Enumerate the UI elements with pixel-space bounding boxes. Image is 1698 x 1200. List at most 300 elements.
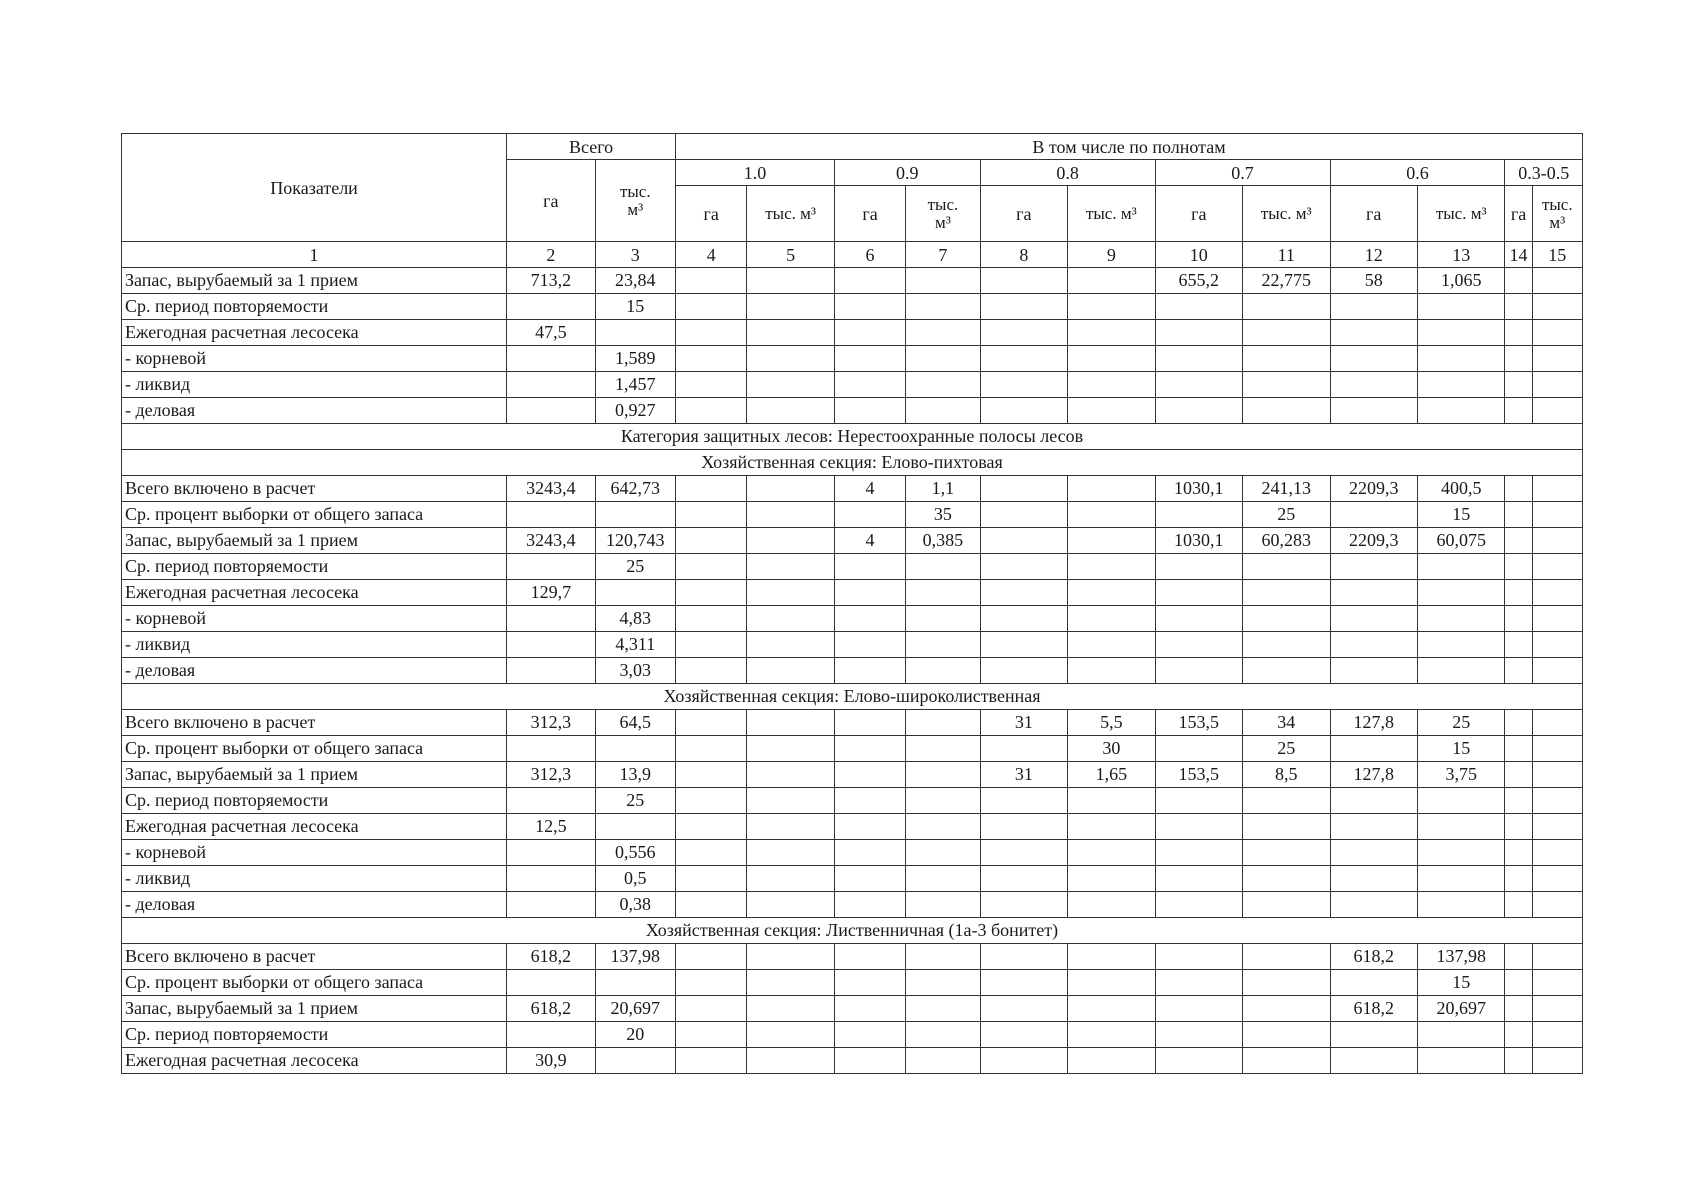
table-cell [1155,502,1242,528]
table-row [122,554,1583,580]
table-cell: 23,84 [595,268,675,294]
table-cell [676,476,747,502]
table-row [122,892,1583,918]
table-cell [507,346,595,372]
table-cell [1532,892,1582,918]
table-cell [834,814,905,840]
row-label: Ср. процент выборки от общего запаса [122,502,507,528]
column-number: 8 [980,242,1067,268]
table-cell [1155,632,1242,658]
table-row [122,996,1583,1022]
table-cell: 60,075 [1417,528,1504,554]
table-cell [676,398,747,424]
table-cell [1330,658,1417,684]
table-cell [1155,294,1242,320]
column-number: 13 [1417,242,1504,268]
table-cell [1505,892,1532,918]
table-cell [1243,814,1330,840]
table-cell [507,502,595,528]
table-cell [980,658,1067,684]
table-cell [747,1048,834,1074]
table-cell [906,372,980,398]
table-cell [1505,632,1532,658]
table-cell [747,320,834,346]
table-cell [1532,554,1582,580]
table-cell [1505,970,1532,996]
row-label: Ср. период повторяемости [122,1022,507,1048]
table-cell [747,1022,834,1048]
table-cell [1505,294,1532,320]
table-cell [676,944,747,970]
table-cell [1243,892,1330,918]
table-cell [507,788,595,814]
table-cell [1243,346,1330,372]
table-cell [1417,892,1504,918]
table-row [122,372,1583,398]
table-cell: 12,5 [507,814,595,840]
table-row [122,866,1583,892]
table-cell [1068,294,1155,320]
table-cell [1330,398,1417,424]
table-cell [980,372,1067,398]
table-cell [1417,658,1504,684]
table-cell: 20,697 [1417,996,1504,1022]
table-cell [747,294,834,320]
table-cell [676,736,747,762]
header-tys-m3: тыс. м³ [1532,186,1582,242]
table-cell [1155,970,1242,996]
table-cell [1505,710,1532,736]
table-header [122,134,1583,268]
table-cell [747,944,834,970]
table-cell: 618,2 [1330,996,1417,1022]
section-row [122,450,1583,476]
table-cell [1532,320,1582,346]
table-cell [980,892,1067,918]
table-cell [906,580,980,606]
table-cell [906,788,980,814]
table-cell [1068,632,1155,658]
table-cell [980,1022,1067,1048]
table-cell [1532,762,1582,788]
table-cell: 20,697 [595,996,675,1022]
table-cell [1505,346,1532,372]
table-row [122,580,1583,606]
table-cell [1068,996,1155,1022]
column-number-row [122,242,1583,268]
table-cell: 22,775 [1243,268,1330,294]
row-label: - корневой [122,346,507,372]
table-cell [1155,606,1242,632]
table-cell [906,1048,980,1074]
table-cell [834,632,905,658]
table-cell [906,840,980,866]
table-cell [980,606,1067,632]
table-cell [1417,554,1504,580]
table-cell: 30 [1068,736,1155,762]
column-number: 1 [122,242,507,268]
table-cell [747,996,834,1022]
column-number: 15 [1532,242,1582,268]
column-number: 3 [595,242,675,268]
table-cell [834,710,905,736]
table-cell [1243,294,1330,320]
table-row [122,736,1583,762]
table-cell [747,398,834,424]
table-cell [747,372,834,398]
table-cell [834,606,905,632]
table-cell [1243,398,1330,424]
row-label: Запас, вырубаемый за 1 прием [122,528,507,554]
table-cell [1505,866,1532,892]
row-label: - корневой [122,606,507,632]
table-cell [1068,372,1155,398]
table-cell [1155,658,1242,684]
table-cell: 8,5 [1243,762,1330,788]
row-label: Ежегодная расчетная лесосека [122,814,507,840]
table-cell [1243,866,1330,892]
table-cell [1330,970,1417,996]
table-row [122,320,1583,346]
table-cell [906,632,980,658]
table-cell [906,736,980,762]
table-cell [906,554,980,580]
table-cell [1243,840,1330,866]
table-cell [1417,840,1504,866]
header-ga: га [1330,186,1417,242]
table-cell: 4 [834,476,905,502]
table-cell: 2209,3 [1330,528,1417,554]
table-cell [906,658,980,684]
table-cell [834,840,905,866]
table-cell [1417,320,1504,346]
table-cell [1417,294,1504,320]
table-cell [507,1022,595,1048]
table-cell [676,502,747,528]
table-cell: 312,3 [507,762,595,788]
table-cell [1417,346,1504,372]
table-cell [1532,268,1582,294]
header-group-0-8: 0.8 [980,160,1155,186]
row-label: Ср. период повторяемости [122,554,507,580]
table-row [122,944,1583,970]
table-cell [1068,502,1155,528]
table-cell [980,970,1067,996]
table-cell [1505,554,1532,580]
table-cell [980,1048,1067,1074]
table-cell [1068,346,1155,372]
table-cell [906,814,980,840]
table-cell [676,528,747,554]
table-cell [1068,268,1155,294]
section-title: Категория защитных лесов: Нерестоохранные полосы лесов [122,424,1583,450]
table-cell: 1,1 [906,476,980,502]
table-cell [906,892,980,918]
table-cell [1505,320,1532,346]
table-cell: 64,5 [595,710,675,736]
table-cell: 3,75 [1417,762,1504,788]
table-cell [980,788,1067,814]
table-cell [1532,866,1582,892]
table-cell [676,554,747,580]
table-cell [747,736,834,762]
table-cell: 241,13 [1243,476,1330,502]
table-cell: 4 [834,528,905,554]
table-cell [1330,372,1417,398]
table-cell [834,970,905,996]
table-cell [1532,840,1582,866]
table-cell [747,762,834,788]
table-cell [676,996,747,1022]
table-cell: 642,73 [595,476,675,502]
table-cell [747,814,834,840]
table-cell: 34 [1243,710,1330,736]
table-cell: 25 [1417,710,1504,736]
column-number: 14 [1505,242,1532,268]
table-cell [676,762,747,788]
table-cell: 1,457 [595,372,675,398]
table-cell: 0,556 [595,840,675,866]
column-number: 9 [1068,242,1155,268]
section-row [122,684,1583,710]
table-cell [1068,1022,1155,1048]
table-cell [1532,814,1582,840]
table-cell [906,762,980,788]
table-cell [1417,1022,1504,1048]
table-cell [595,580,675,606]
table-cell [834,398,905,424]
column-number: 6 [834,242,905,268]
table-cell [906,294,980,320]
table-cell [1330,580,1417,606]
table-cell [676,1022,747,1048]
table-cell: 3243,4 [507,476,595,502]
table-cell [1330,866,1417,892]
row-label: - ликвид [122,632,507,658]
table-row [122,710,1583,736]
header-pokazateli: Показатели [122,134,507,242]
table-cell [1330,1022,1417,1048]
table-cell [1068,814,1155,840]
table-cell [1330,606,1417,632]
table-cell: 127,8 [1330,762,1417,788]
table-cell [1505,736,1532,762]
table-cell [1068,476,1155,502]
table-cell [676,372,747,398]
row-label: Ср. процент выборки от общего запаса [122,970,507,996]
column-number: 12 [1330,242,1417,268]
table-cell [1417,814,1504,840]
table-cell [1417,632,1504,658]
table-cell [747,346,834,372]
table-cell [1243,970,1330,996]
table-cell [1505,1022,1532,1048]
table-cell [980,866,1067,892]
header-ga: га [1155,186,1242,242]
table-cell [906,710,980,736]
header-group-0-7: 0.7 [1155,160,1330,186]
table-cell [1417,788,1504,814]
row-label: - ликвид [122,372,507,398]
table-cell [980,268,1067,294]
table-cell [1068,398,1155,424]
table-cell: 0,38 [595,892,675,918]
row-label: - деловая [122,658,507,684]
table-cell: 3,03 [595,658,675,684]
header-ga: га [507,160,595,242]
table-cell [1330,736,1417,762]
table-cell [980,944,1067,970]
table-cell [1330,294,1417,320]
table-cell: 713,2 [507,268,595,294]
table-cell [1417,866,1504,892]
table-cell [834,1022,905,1048]
table-cell [1532,944,1582,970]
table-cell [1330,788,1417,814]
table-cell [747,710,834,736]
table-cell: 25 [1243,736,1330,762]
table-cell [507,294,595,320]
table-cell [906,320,980,346]
table-cell [676,970,747,996]
table-row [122,398,1583,424]
table-cell: 137,98 [595,944,675,970]
table-cell [507,398,595,424]
table-cell [1532,476,1582,502]
header-ga: га [834,186,905,242]
table-cell [1155,736,1242,762]
table-cell [1532,658,1582,684]
header-group-0-9: 0.9 [834,160,980,186]
table-cell [1068,970,1155,996]
section-title: Хозяйственная секция: Лиственничная (1а-3 бонитет) [122,918,1583,944]
row-label: Ежегодная расчетная лесосека [122,1048,507,1074]
table-cell: 3243,4 [507,528,595,554]
table-cell: 13,9 [595,762,675,788]
table-cell [834,996,905,1022]
table-cell [1155,1022,1242,1048]
table-cell [834,944,905,970]
table-cell [1243,944,1330,970]
table-cell [747,632,834,658]
table-cell [1155,1048,1242,1074]
table-cell [906,346,980,372]
table-cell [1505,814,1532,840]
table-cell [676,866,747,892]
table-cell [747,580,834,606]
table-cell [1532,580,1582,606]
table-cell [747,892,834,918]
row-label: Запас, вырубаемый за 1 прием [122,268,507,294]
table-cell: 20 [595,1022,675,1048]
table-body [122,268,1583,1074]
table-row [122,840,1583,866]
table-cell: 1,65 [1068,762,1155,788]
table-cell [1155,944,1242,970]
table-cell [1417,398,1504,424]
table-cell [747,606,834,632]
table-cell: 137,98 [1417,944,1504,970]
table-cell [1505,762,1532,788]
table-cell [676,840,747,866]
table-cell [906,866,980,892]
table-cell [747,268,834,294]
table-cell [1532,372,1582,398]
table-row [122,658,1583,684]
table-row [122,502,1583,528]
table-cell [676,346,747,372]
table-cell [676,632,747,658]
table-cell: 2209,3 [1330,476,1417,502]
table-cell [834,788,905,814]
table-cell [834,268,905,294]
table-cell [747,788,834,814]
table-cell [1330,632,1417,658]
table-cell: 30,9 [507,1048,595,1074]
table-cell [906,1022,980,1048]
table-cell [1243,632,1330,658]
table-row [122,476,1583,502]
section-title: Хозяйственная секция: Елово-широколиственная [122,684,1583,710]
table-cell [980,294,1067,320]
table-cell [1068,944,1155,970]
table-cell [1417,1048,1504,1074]
table-cell [1243,606,1330,632]
table-cell [906,970,980,996]
table-cell: 60,283 [1243,528,1330,554]
table-cell [1243,580,1330,606]
table-cell [595,1048,675,1074]
table-cell [676,320,747,346]
table-cell [834,294,905,320]
table-cell [1068,892,1155,918]
table-cell [906,268,980,294]
table-cell: 618,2 [507,996,595,1022]
table-cell: 15 [1417,970,1504,996]
row-label: Всего включено в расчет [122,944,507,970]
table-cell [1155,398,1242,424]
table-cell [1330,1048,1417,1074]
table-cell [1532,502,1582,528]
table-cell: 1,065 [1417,268,1504,294]
table-cell [1505,944,1532,970]
table-cell [507,736,595,762]
table-cell [595,320,675,346]
table-cell [1330,840,1417,866]
table-cell: 400,5 [1417,476,1504,502]
table-cell: 15 [1417,502,1504,528]
table-cell [1505,372,1532,398]
table-cell: 0,385 [906,528,980,554]
header-group-0-3-0-5: 0.3-0.5 [1505,160,1583,186]
table-cell [1532,710,1582,736]
table-cell [1505,840,1532,866]
table-cell [1532,970,1582,996]
section-title: Хозяйственная секция: Елово-пихтовая [122,450,1583,476]
row-label: Запас, вырубаемый за 1 прием [122,996,507,1022]
table-cell [676,606,747,632]
table-cell [1243,658,1330,684]
table-cell [1243,554,1330,580]
table-cell [980,476,1067,502]
table-cell [676,268,747,294]
header-group-1-0: 1.0 [676,160,835,186]
table-cell: 15 [595,294,675,320]
table-cell: 129,7 [507,580,595,606]
table-cell [834,580,905,606]
table-cell [834,892,905,918]
table-cell: 0,5 [595,866,675,892]
